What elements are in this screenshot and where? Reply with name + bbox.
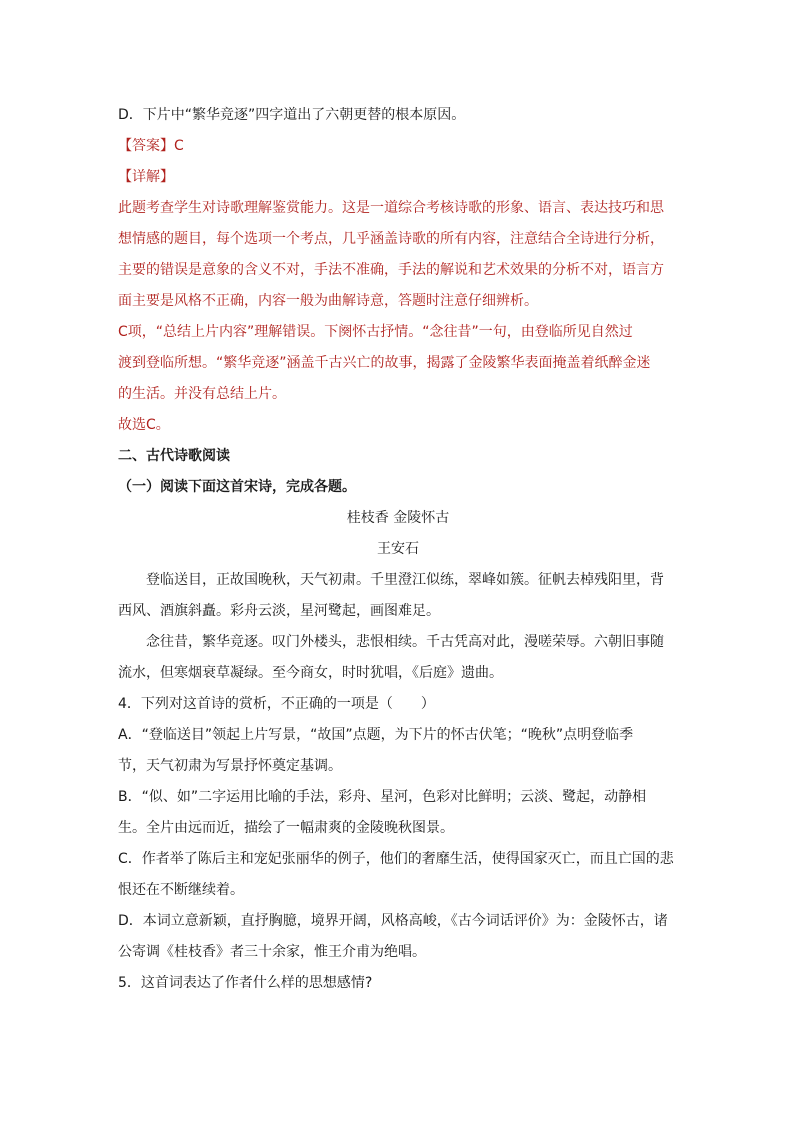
detail-line: C项，“总结上片内容”理解错误。下阕怀古抒情。“念往昔”一句，由登临所见自然过 xyxy=(118,324,633,340)
poem-line: 西风、酒旗斜矗。彩舟云淡，星河鹭起，画图难足。 xyxy=(118,603,440,619)
document-content xyxy=(118,100,678,999)
detail-label: 【详解】 xyxy=(118,169,174,185)
option-line: 公寄调《桂枝香》者三十余家，惟王介甫为绝唱。 xyxy=(118,944,426,960)
answer-value: C xyxy=(174,138,184,154)
detail-line: 主要的错误是意象的含义不对，手法不准确，手法的解说和艺术效果的分析不对，语言方 xyxy=(118,262,664,278)
answer-label: 【答案】 xyxy=(118,138,174,154)
poem-stanza-2 xyxy=(118,627,678,689)
poem-stanza-1 xyxy=(118,565,678,627)
section-title: 二、古代诗歌阅读 xyxy=(118,448,230,464)
detail-line: 的生活。并没有总结上片。 xyxy=(118,386,286,402)
subsection-title: （一）阅读下面这首宋诗，完成各题。 xyxy=(118,479,356,495)
option-line: C．作者举了陈后主和宠妃张丽华的例子，他们的奢靡生活，使得国家灭亡，而且亡国的悲 xyxy=(118,851,674,867)
question-4-option-b xyxy=(118,782,678,844)
answer-line xyxy=(118,131,678,162)
question-4-option-c xyxy=(118,844,678,906)
detail-line: 渡到登临所想。“繁华竞逐”涵盖千古兴亡的故事，揭露了金陵繁华表面掩盖着纸醉金迷 xyxy=(118,355,651,371)
poem-title: 桂枝香 金陵怀古 xyxy=(346,510,450,526)
option-line: D．本词立意新颖，直抒胸臆，境界开阔，风格高峻，《古今词话评价》为：金陵怀古，诸 xyxy=(118,913,668,929)
question-4-option-d xyxy=(118,906,678,968)
detail-line: 想情感的题目，每个选项一个考点，几乎涵盖诗歌的所有内容，注意结合全诗进行分析， xyxy=(118,231,664,247)
question-4-stem: 4．下列对这首诗的赏析，不正确的一项是（ ） xyxy=(118,696,435,712)
question-5-stem: 5．这首词表达了作者什么样的思想感情? xyxy=(118,975,373,991)
option-line: 节，天气初肃为写景抒怀奠定基调。 xyxy=(118,758,342,774)
option-line: B．“似、如”二字运用比喻的手法，彩舟、星河，色彩对比鲜明；云淡、鹭起，动静相 xyxy=(118,789,647,805)
previous-option-d: D．下片中“繁华竞逐”四字道出了六朝更替的根本原因。 xyxy=(118,107,466,123)
detail-explanation xyxy=(118,193,678,410)
poem-author: 王安石 xyxy=(377,541,419,557)
option-line: A．“登临送目”领起上片写景，“故国”点题，为下片的怀古伏笔；“晚秋”点明登临季 xyxy=(118,727,634,743)
poem-line: 念往昔，繁华竞逐。叹门外楼头，悲恨相续。千古凭高对此，漫嗟荣辱。六朝旧事随 xyxy=(146,634,664,650)
option-line: 生。全片由远而近，描绘了一幅肃爽的金陵晚秋图景。 xyxy=(118,820,454,836)
poem-line: 登临送目，正故国晚秋，天气初肃。千里澄江似练，翠峰如簇。征帆去棹残阳里，背 xyxy=(146,572,664,588)
option-line: 恨还在不断继续着。 xyxy=(118,882,244,898)
question-4-option-a xyxy=(118,720,678,782)
detail-line: 此题考查学生对诗歌理解鉴赏能力。这是一道综合考核诗歌的形象、语言、表达技巧和思 xyxy=(118,200,664,216)
conclusion: 故选C。 xyxy=(118,417,170,433)
detail-line: 面主要是风格不正确，内容一般为曲解诗意，答题时注意仔细辨析。 xyxy=(118,293,538,309)
poem-line: 流水，但寒烟衰草凝绿。至今商女，时时犹唱，《后庭》遗曲。 xyxy=(118,665,503,681)
